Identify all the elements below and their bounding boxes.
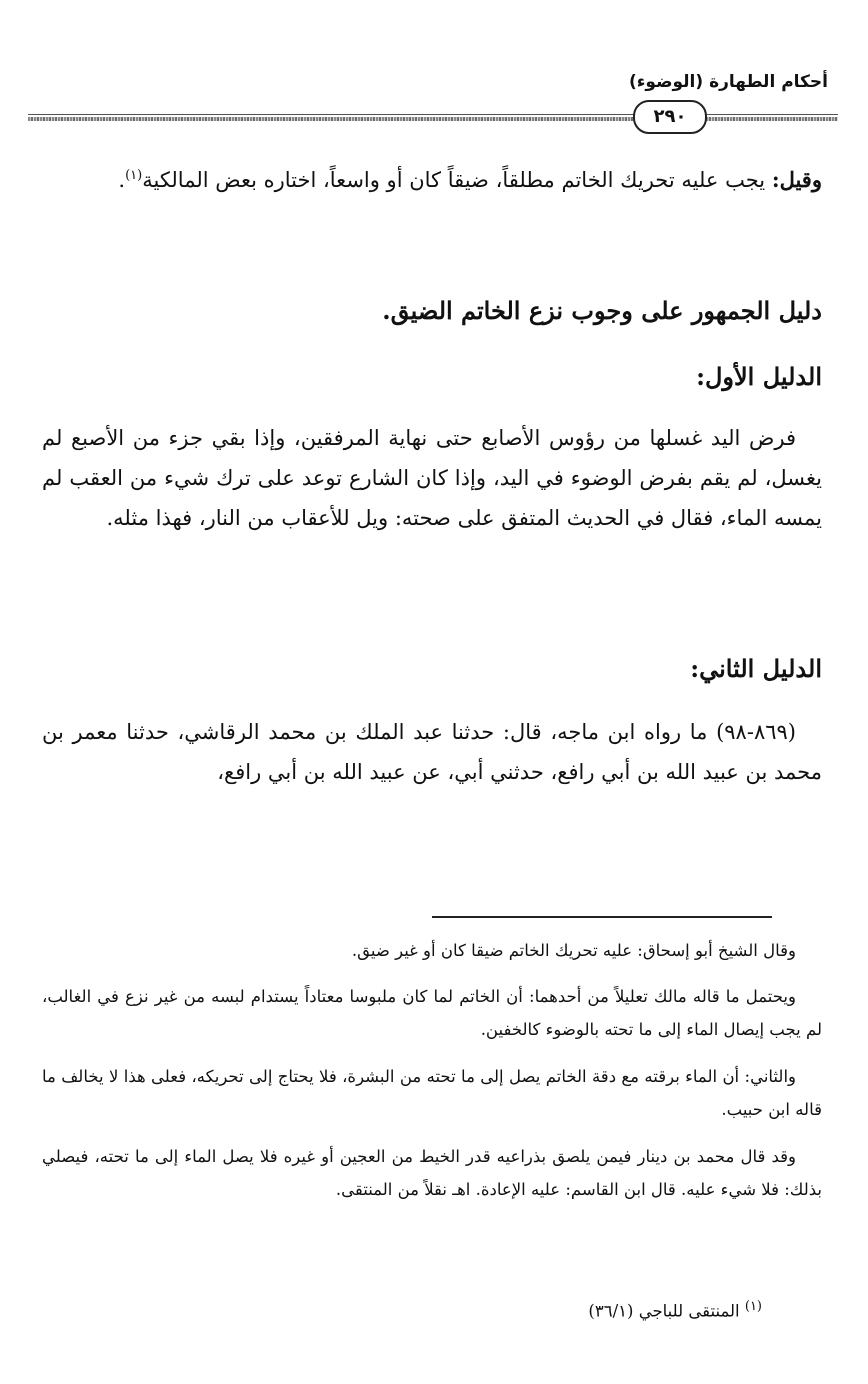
opinion-end: . (118, 168, 126, 192)
header-rule (28, 117, 838, 121)
paragraph-hadith-chain (42, 712, 822, 792)
opinion-lead: وقيل: (771, 167, 822, 192)
paragraph-opinion (42, 156, 822, 200)
section-heading: دليل الجمهور على وجوب نزع الخاتم الضيق. (382, 296, 822, 325)
opinion-text: يجب عليه تحريك الخاتم مطلقاً، ضيقاً كان أو واسعاً، اختاره بعض المالكية (142, 168, 772, 192)
footnote-text-2: ويحتمل ما قاله مالك تعليلاً من أحدهما: أن الخاتم لما كان ملبوسا معتاداً يستدام لبسه من غير نزع في الغالب، لم يجب إيصال الماء إلى ما تحته بالوضوء كالخفين. (42, 987, 822, 1039)
footnote-marker[interactable]: (١) (125, 168, 143, 183)
page-number-badge: ٢٩٠ (633, 100, 707, 134)
paragraph-first-evidence (42, 418, 822, 538)
footnote-paragraph-1 (42, 934, 822, 967)
running-header-title: أحكام الطهارة (الوضوء) (628, 72, 828, 92)
hadith-chain-text: (٨٦٩-٩٨) ما رواه ابن ماجه، قال: حدثنا عبد الملك بن محمد الرقاشي، حدثنا معمر بن محمد بن عبيد الله بن أبي رافع، حدثني أبي، عن عبيد الله بن أبي رافع، (42, 720, 822, 784)
footnote-reference-marker: (١) (744, 1299, 762, 1314)
footnote-paragraph-3 (42, 1060, 822, 1126)
footnote-reference (42, 1290, 822, 1328)
footnote-paragraph-4 (42, 1140, 822, 1206)
footnote-text-1: وقال الشيخ أبو إسحاق: عليه تحريك الخاتم ضيقا كان أو غير ضيق. (351, 941, 796, 960)
second-evidence-heading: الدليل الثاني: (690, 654, 822, 683)
first-evidence-text: فرض اليد غسلها من رؤوس الأصابع حتى نهاية المرفقين، وإذا بقي جزء من الأصبع لم يغسل، لم يقم بفرض الوضوء في اليد، وإذا كان الشارع توعد على ترك شيء من العقب لم يمسه الماء، فقال في الحديث المتفق على صحته: ويل للأعقاب من النار، فهذا مثله. (42, 426, 822, 530)
header-rule-line (28, 114, 838, 115)
footnote-separator (432, 916, 772, 918)
footnote-reference-text: المنتقى للباجي (٣٦/١) (588, 1301, 740, 1321)
footnote-paragraph-2 (42, 980, 822, 1046)
footnote-text-4: وقد قال محمد بن دينار فيمن يلصق بذراعيه قدر الخيط من العجين أو غيره فلا يصل الماء إلى ما تحته، فيصلي بذلك: فلا شيء عليه. قال ابن القاسم: عليه الإعادة. اهـ نقلاً من المنتقى. (42, 1147, 822, 1199)
footnote-text-3: والثاني: أن الماء برقته مع دقة الخاتم يصل إلى ما تحته من البشرة، فلا يحتاج إلى تحريكه، فعلى هذا لا يخالف ما قاله ابن حبيب. (42, 1067, 822, 1119)
first-evidence-heading: الدليل الأول: (696, 362, 822, 391)
